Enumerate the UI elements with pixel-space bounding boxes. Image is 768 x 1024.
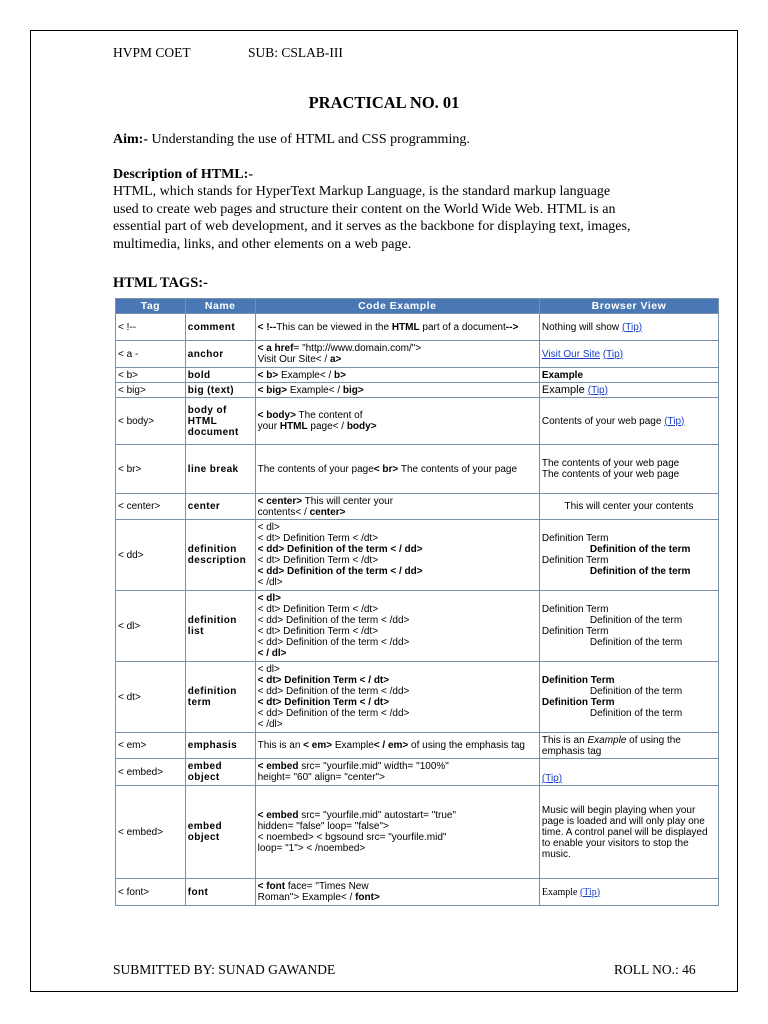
cell-code: < dl> < dt> Definition Term < /dt> < dd> Definition of the term < /dd> < dt> Definition Term < /dt> < dd> Definition of the term < /dd> < / dl> [256,591,539,661]
cell-name: body of HTML document [186,398,255,444]
table-row-big [116,383,718,397]
subject-label: SUB: CSLAB-III [248,45,343,60]
cell-view: This is an Example of using the emphasis tag [540,733,718,758]
description-line: HTML, which stands for HyperText Markup Language, is the standard markup language [113,184,611,199]
aim-line [113,132,470,148]
visit-site-link[interactable]: Visit Our Site [541,348,601,360]
aim-text: Understanding the use of HTML and CSS programming. [148,132,470,147]
table-row-bold [116,368,718,382]
cell-code: The contents of your page< br> The contents of your page [256,445,539,493]
cell-view: The contents of your web page The contents of your web page [540,445,718,493]
cell-code: < dl> < dt> Definition Term < /dt> < dd> Definition of the term < / dd> < dt> Definition Term < /dt> < dd> Definition of the term < / dd> < /dl> [256,520,539,590]
cell-name: embed object [186,786,255,878]
cell-view: Music will begin playing when your page is loaded and will only play one time. A control panel will be displayed to enable your visitors to stop the music. [540,786,718,878]
cell-name: bold [186,368,255,382]
cell-code: < center> This will center your contents< / center> [256,494,539,519]
cell-view: Example (Tip) [540,383,718,397]
cell-view: Contents of your web page (Tip) [540,398,718,444]
cell-tag: < embed> [116,759,185,785]
table-row-dt [116,662,718,732]
table-row-font [116,879,718,905]
html-tags-table [115,298,719,906]
table-row-embed [116,786,718,878]
cell-name: big (text) [186,383,255,397]
cell-tag: < font> [116,879,185,905]
tags-heading: HTML TAGS:- [113,275,208,291]
cell-code: < embed src= "yourfile.mid" width= "100%" height= "60" align= "center"> [256,759,539,785]
table-row-body [116,398,718,444]
cell-tag: < body> [116,398,185,444]
header-code-example: Code Example [256,299,539,313]
table-row-comment [116,314,718,340]
cell-view: Example (Tip) [540,879,718,905]
cell-code: < embed src= "yourfile.mid" autostart= "true" hidden= "false" loop= "false"> < noembed> < bgsound src= "yourfile.mid" loop= "1"> < /noembed> [256,786,539,878]
table-row-br [116,445,718,493]
cell-code: < big> Example< / big> [256,383,539,397]
cell-view: Example [540,368,718,382]
table-row-em [116,733,718,758]
cell-view: Definition Term Definition of the term Definition Term Definition of the term [540,662,718,732]
tip-link[interactable]: (Tip) [664,415,685,427]
cell-code: < body> The content of your HTML page< / body> [256,398,539,444]
cell-name: definition term [186,662,255,732]
description-line: multimedia, links, and other elements on a web page. [113,236,412,252]
description-paragraph [113,183,673,253]
tip-link[interactable]: (Tip) [602,348,624,360]
cell-name: emphasis [186,733,255,758]
header-browser-view: Browser View [540,299,718,313]
cell-code: < a href= "http://www.domain.com/"> Visit Our Site< / a> [256,341,539,367]
roll-number: ROLL NO.: 46 [614,962,696,977]
cell-name: center [186,494,255,519]
header-name: Name [186,299,255,313]
cell-code: This is an < em> Example< / em> of using the emphasis tag [256,733,539,758]
table-header-row [116,299,718,313]
cell-code: < dl> < dt> Definition Term < / dt> < dd> Definition of the term < /dd> < dt> Definition Term < / dt> < dd> Definition of the term < /dd> < /dl> [256,662,539,732]
cell-tag: < dl> [116,591,185,661]
tip-link[interactable]: (Tip) [621,321,643,333]
table-row-dl [116,591,718,661]
cell-name: embed object [186,759,255,785]
description-line: used to create web pages and structure their content on the World Wide Web. HTML is an [113,201,616,217]
cell-code: < font face= "Times New Roman"> Example< / font> [256,879,539,905]
cell-tag: < !-- [116,314,185,340]
cell-tag: < b> [116,368,185,382]
description-line: essential part of web development, and it serves as the backbone for displaying text, images, [113,219,631,234]
header-tag: Tag [116,299,185,313]
cell-view: Definition Term Definition of the term Definition Term Definition of the term [540,520,718,590]
table-row-embed [116,759,718,785]
cell-view [540,341,718,367]
cell-view: Nothing will show (Tip) [540,314,718,340]
cell-name: line break [186,445,255,493]
cell-code: < !--This can be viewed in the HTML part of a document--> [256,314,539,340]
cell-tag: < big> [116,383,185,397]
cell-tag: < br> [116,445,185,493]
cell-tag: < dt> [116,662,185,732]
cell-tag: < a - [116,341,185,367]
cell-view [540,759,718,785]
cell-name: anchor [186,341,255,367]
page-title: PRACTICAL NO. 01 [308,93,460,112]
cell-code: < b> Example< / b> [256,368,539,382]
cell-name: comment [186,314,255,340]
submitted-by: SUBMITTED BY: SUNAD GAWANDE [113,962,336,977]
table-row-dd [116,520,718,590]
cell-view: Definition Term Definition of the term Definition Term Definition of the term [540,591,718,661]
tip-link[interactable]: (Tip) [541,773,563,784]
cell-name: definition list [186,591,255,661]
cell-name: definition description [186,520,255,590]
table-row-anchor [116,341,718,367]
table-row-center [116,494,718,519]
cell-tag: < embed> [116,786,185,878]
cell-name: font [186,879,255,905]
college-name: HVPM COET [113,45,191,60]
cell-tag: < em> [116,733,185,758]
cell-tag: < dd> [116,520,185,590]
cell-view: This will center your contents [540,494,718,519]
tip-link[interactable]: (Tip) [579,886,601,898]
tip-link[interactable]: (Tip) [587,384,608,396]
description-heading: Description of HTML:- [113,167,253,182]
cell-tag: < center> [116,494,185,519]
aim-label: Aim:- [113,132,148,147]
